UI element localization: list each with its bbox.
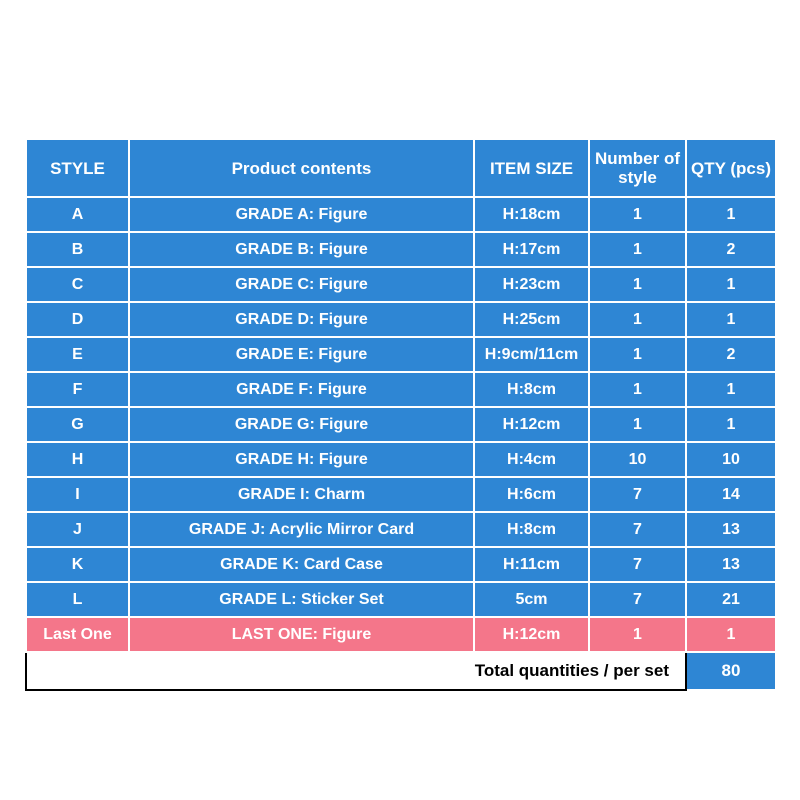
total-label: Total quantities / per set bbox=[26, 652, 686, 690]
cell-contents: GRADE G: Figure bbox=[129, 407, 474, 442]
cell-style: J bbox=[26, 512, 129, 547]
cell-number-of-style: 1 bbox=[589, 232, 686, 267]
cell-contents: GRADE L: Sticker Set bbox=[129, 582, 474, 617]
cell-number-of-style: 7 bbox=[589, 547, 686, 582]
cell-style: K bbox=[26, 547, 129, 582]
cell-number-of-style: 1 bbox=[589, 337, 686, 372]
cell-style: I bbox=[26, 477, 129, 512]
cell-style: F bbox=[26, 372, 129, 407]
cell-size: H:4cm bbox=[474, 442, 589, 477]
cell-qty: 1 bbox=[686, 407, 776, 442]
cell-contents: GRADE C: Figure bbox=[129, 267, 474, 302]
cell-qty: 1 bbox=[686, 617, 776, 652]
cell-contents: GRADE I: Charm bbox=[129, 477, 474, 512]
table-row-last-one bbox=[26, 617, 776, 652]
cell-style: C bbox=[26, 267, 129, 302]
cell-number-of-style: 1 bbox=[589, 407, 686, 442]
cell-size: H:12cm bbox=[474, 407, 589, 442]
cell-style: A bbox=[26, 197, 129, 232]
cell-size: H:17cm bbox=[474, 232, 589, 267]
cell-qty: 2 bbox=[686, 232, 776, 267]
column-header-style: STYLE bbox=[26, 139, 129, 197]
total-value: 80 bbox=[686, 652, 776, 690]
cell-size: 5cm bbox=[474, 582, 589, 617]
cell-qty: 13 bbox=[686, 512, 776, 547]
table-row bbox=[26, 302, 776, 337]
cell-contents: GRADE H: Figure bbox=[129, 442, 474, 477]
cell-number-of-style: 10 bbox=[589, 442, 686, 477]
header-row bbox=[26, 139, 776, 197]
cell-number-of-style: 7 bbox=[589, 477, 686, 512]
cell-size: H:8cm bbox=[474, 512, 589, 547]
cell-size: H:18cm bbox=[474, 197, 589, 232]
cell-size: H:6cm bbox=[474, 477, 589, 512]
cell-qty: 21 bbox=[686, 582, 776, 617]
column-header-contents: Product contents bbox=[129, 139, 474, 197]
table-row bbox=[26, 232, 776, 267]
table-body bbox=[26, 197, 776, 690]
cell-style: H bbox=[26, 442, 129, 477]
table-row bbox=[26, 372, 776, 407]
cell-qty: 2 bbox=[686, 337, 776, 372]
cell-qty: 13 bbox=[686, 547, 776, 582]
table-row bbox=[26, 582, 776, 617]
cell-number-of-style: 1 bbox=[589, 197, 686, 232]
cell-qty: 10 bbox=[686, 442, 776, 477]
cell-contents: GRADE K: Card Case bbox=[129, 547, 474, 582]
cell-size: H:12cm bbox=[474, 617, 589, 652]
cell-qty: 1 bbox=[686, 302, 776, 337]
cell-qty: 1 bbox=[686, 197, 776, 232]
cell-contents: GRADE J: Acrylic Mirror Card bbox=[129, 512, 474, 547]
table-header bbox=[26, 139, 776, 197]
cell-contents: GRADE A: Figure bbox=[129, 197, 474, 232]
cell-contents: GRADE F: Figure bbox=[129, 372, 474, 407]
table-row bbox=[26, 197, 776, 232]
table-row bbox=[26, 477, 776, 512]
table-row bbox=[26, 512, 776, 547]
cell-contents: LAST ONE: Figure bbox=[129, 617, 474, 652]
product-spec-table bbox=[25, 138, 777, 691]
cell-size: H:23cm bbox=[474, 267, 589, 302]
cell-style: G bbox=[26, 407, 129, 442]
cell-qty: 14 bbox=[686, 477, 776, 512]
cell-size: H:11cm bbox=[474, 547, 589, 582]
table-row bbox=[26, 267, 776, 302]
cell-number-of-style: 7 bbox=[589, 582, 686, 617]
cell-number-of-style: 1 bbox=[589, 267, 686, 302]
cell-number-of-style: 1 bbox=[589, 372, 686, 407]
table-row-total bbox=[26, 652, 776, 690]
spec-table-container bbox=[25, 138, 775, 691]
table-row bbox=[26, 547, 776, 582]
cell-contents: GRADE D: Figure bbox=[129, 302, 474, 337]
cell-contents: GRADE E: Figure bbox=[129, 337, 474, 372]
cell-qty: 1 bbox=[686, 372, 776, 407]
cell-style: B bbox=[26, 232, 129, 267]
column-header-item-size: ITEM SIZE bbox=[474, 139, 589, 197]
column-header-number-of-style: Number of style bbox=[589, 139, 686, 197]
cell-contents: GRADE B: Figure bbox=[129, 232, 474, 267]
table-row bbox=[26, 442, 776, 477]
cell-style: D bbox=[26, 302, 129, 337]
table-row bbox=[26, 407, 776, 442]
cell-number-of-style: 1 bbox=[589, 302, 686, 337]
cell-number-of-style: 1 bbox=[589, 617, 686, 652]
cell-size: H:9cm/11cm bbox=[474, 337, 589, 372]
cell-number-of-style: 7 bbox=[589, 512, 686, 547]
column-header-qty: QTY (pcs) bbox=[686, 139, 776, 197]
cell-style: Last One bbox=[26, 617, 129, 652]
table-row bbox=[26, 337, 776, 372]
cell-qty: 1 bbox=[686, 267, 776, 302]
cell-size: H:8cm bbox=[474, 372, 589, 407]
cell-size: H:25cm bbox=[474, 302, 589, 337]
cell-style: E bbox=[26, 337, 129, 372]
cell-style: L bbox=[26, 582, 129, 617]
